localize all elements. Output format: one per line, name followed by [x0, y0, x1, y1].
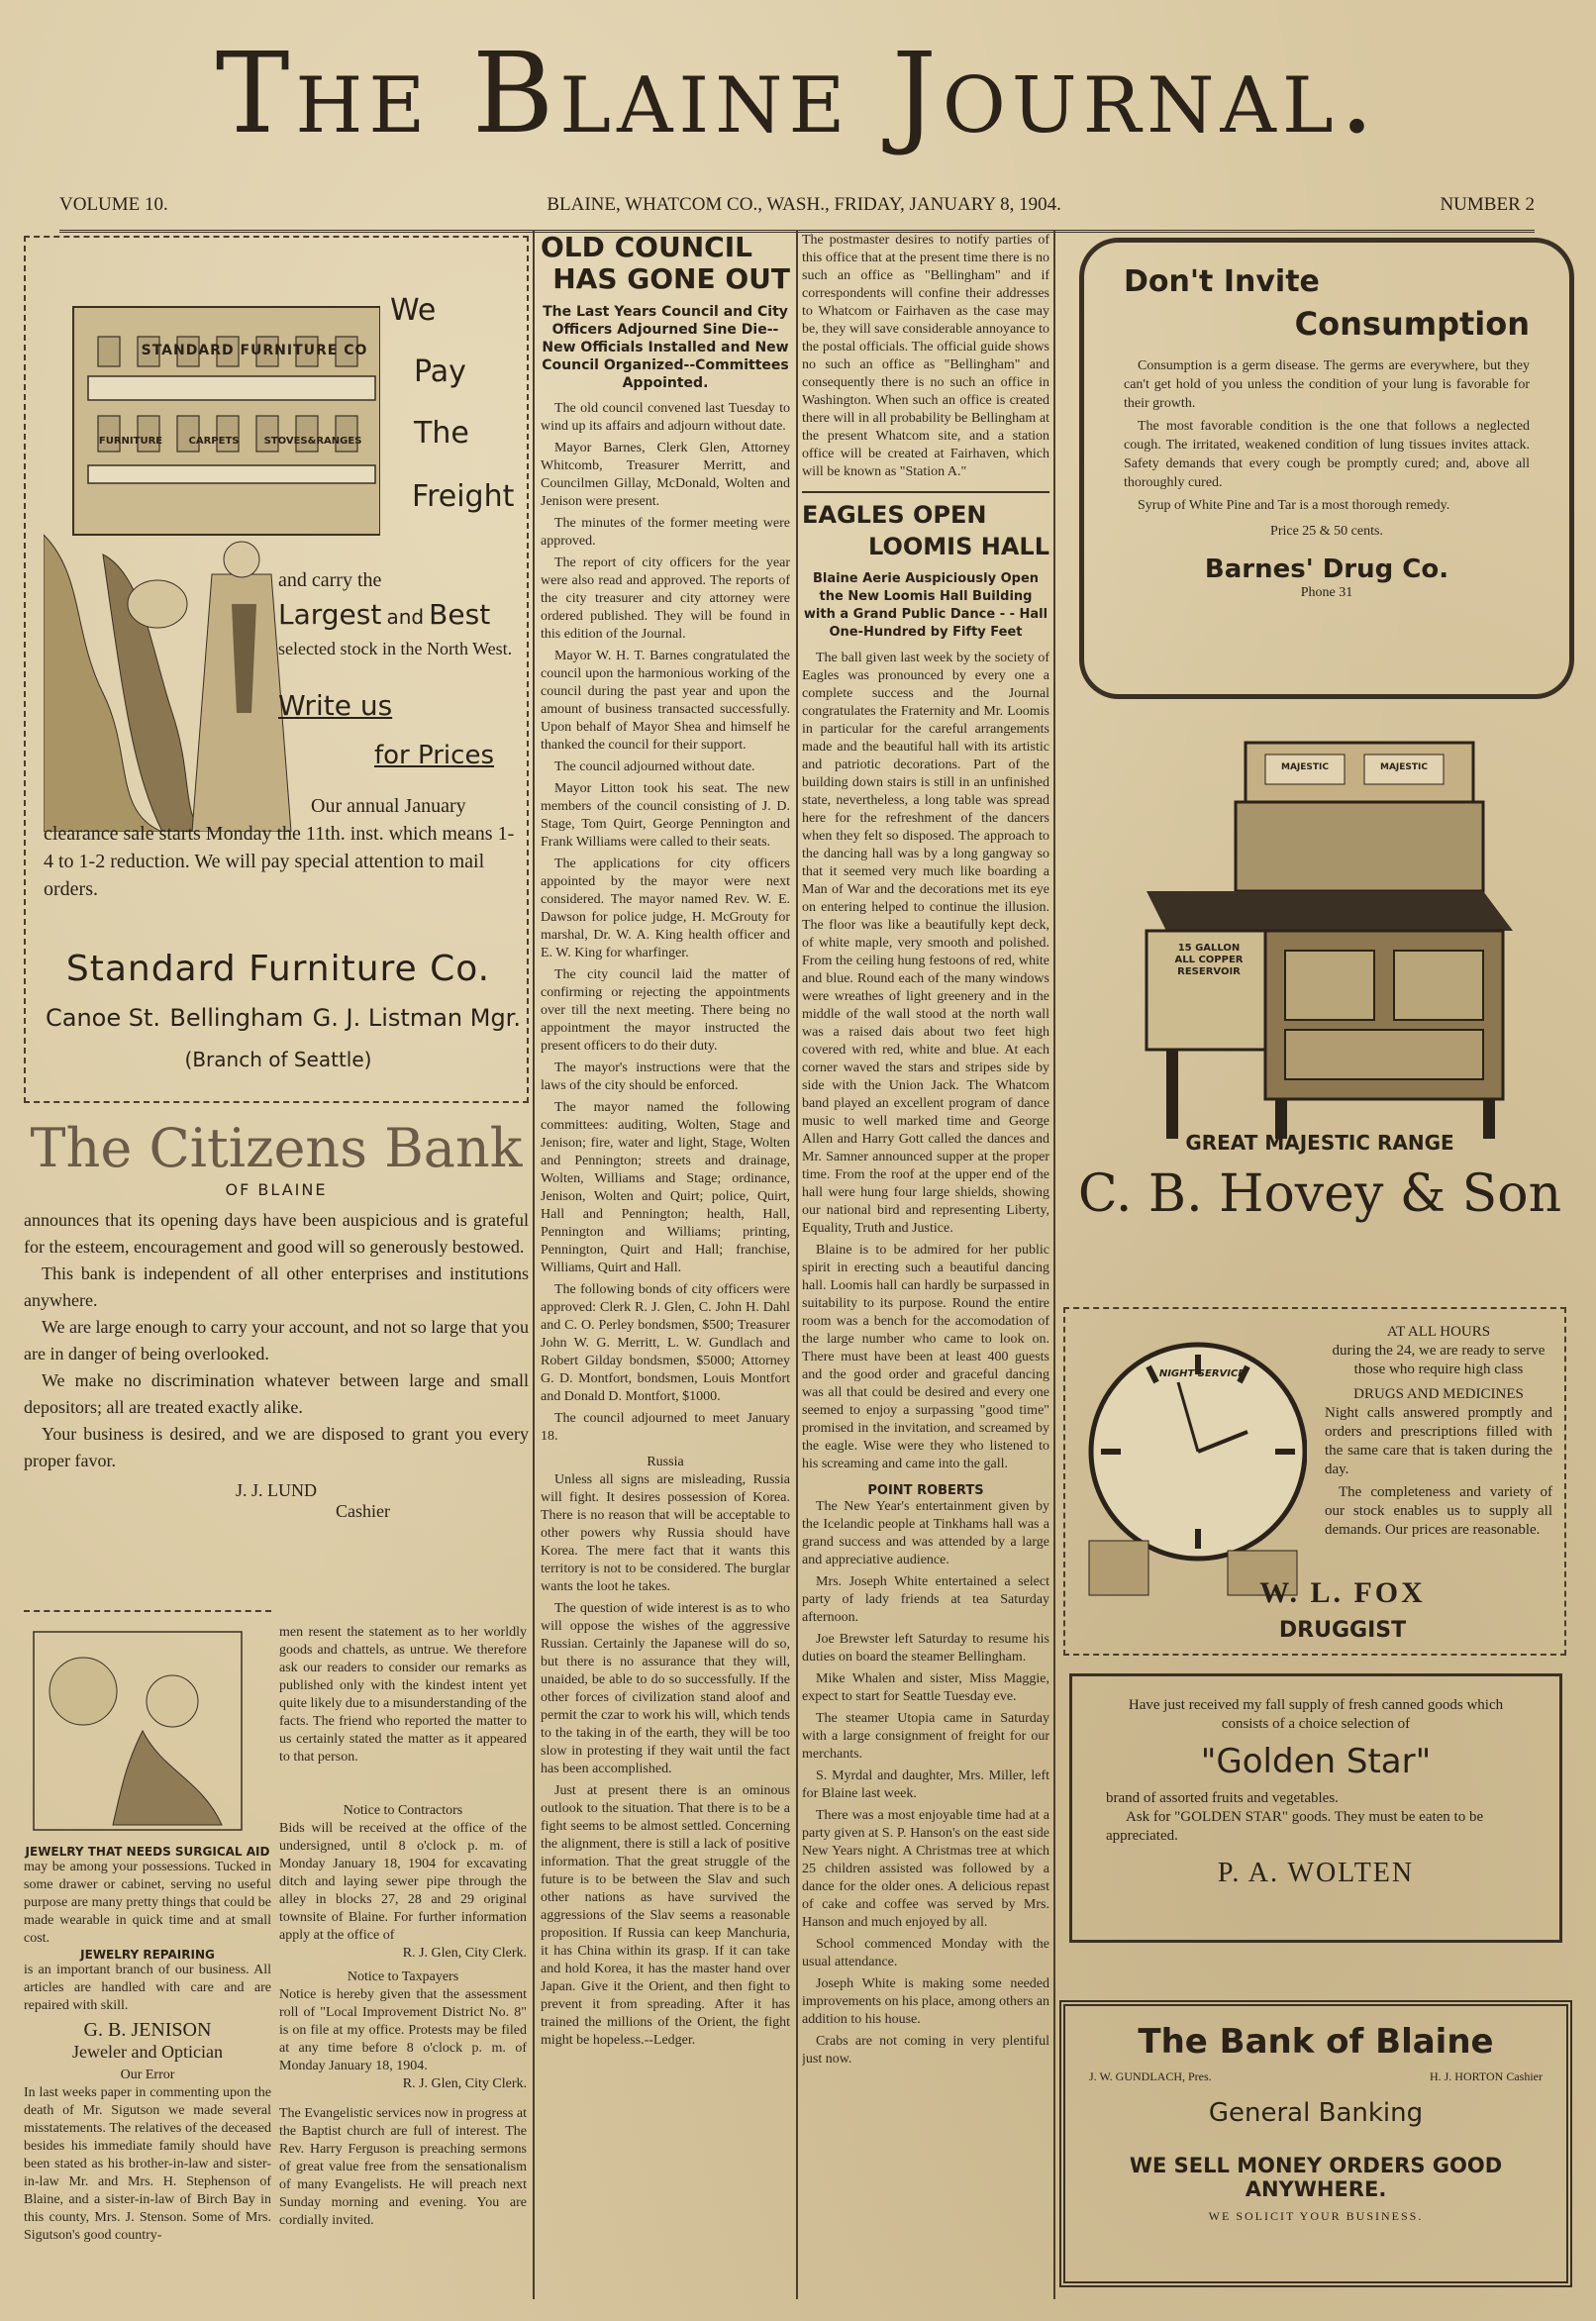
volume: VOLUME 10.	[59, 194, 168, 215]
store-sign-main: STANDARD FURNITURE CO	[141, 343, 368, 358]
citizens-text	[24, 1207, 529, 1474]
russia-p: Just at present there is an ominous outlook to the situation. That there is to be a fight seems to be almost settled. Concerning the alignment, there is still a lack of positive information. That the great struggle of the future is to be between the Slav and such other nations as have survived the aggressions of the Slav seems a reasonable proposition. If Russia can keep Manchuria, it has China within its grasp. If it can take and hold Korea, it has the master hand over Japan. Give it the Orient, and then fight to prevent it from spreading. After it has trained the millions of the Orient, the fight might be hopeless.--Ledger.	[541, 1783, 790, 2048]
pr-p: S. Myrdal and daughter, Mrs. Miller, left for Blaine last week.	[802, 1768, 1049, 1801]
pr-p: Crabs are not coming in very plentiful just now.	[802, 2034, 1049, 2067]
clock-illustration	[1079, 1323, 1307, 1600]
drug-phone: Phone 31	[1300, 585, 1353, 600]
jeweler-name: G. B. JENISON	[83, 2019, 212, 2041]
store-sign: CARPETS	[188, 436, 240, 447]
pr-p: Joseph White is making some needed improvements on his place, among others an addition to his house.	[802, 1976, 1049, 2027]
drug-p: Consumption is a germ disease. The germs are everywhere, but they can't get hold of you unless the condition of your lung is favorable for their growth.	[1124, 358, 1530, 411]
ad-sale-text: Our annual January clearance sale starts Monday the 11th. inst. which means 1-4 to 1-2 reduction. We will pay special attention to mail orders.	[44, 795, 515, 900]
council-article	[541, 232, 790, 2301]
masthead-title: The Blaine Journal.	[215, 30, 1381, 158]
issue-number: NUMBER 2	[1440, 194, 1535, 215]
fox-heading: AT ALL HOURS	[1386, 1324, 1491, 1340]
council-p: The mayor's instructions were that the laws of the city should be enforced.	[541, 1060, 790, 1093]
ad-largest-best	[278, 598, 526, 631]
wolten-p: Ask for "GOLDEN STAR" goods. They must be eaten to be appreciated.	[1106, 1809, 1484, 1844]
range-caption: GREAT MAJESTIC RANGE	[1185, 1131, 1454, 1155]
bank-cashier: H. J. HORTON Cashier	[1429, 2069, 1543, 2083]
jeweler-illustration	[24, 1622, 251, 1840]
pr-p: School commenced Monday with the usual attendance.	[802, 1937, 1049, 1969]
citizens-role: Cashier	[336, 1501, 390, 1521]
bank-president: J. W. GUNDLACH, Pres.	[1089, 2069, 1212, 2083]
dateline	[59, 194, 1535, 233]
council-headline: OLD COUNCIL	[541, 232, 752, 263]
drug-company: Barnes' Drug Co.	[1204, 555, 1449, 584]
council-p: The following bonds of city officers were approved: Clerk R. J. Glen, C. John H. Dahl and C. O. Perley bondsmen, $500; Treasurer John W. G. Merritt, L. W. Gundlach and Robert Gilday bondsmen, $5000; Attorney G. D. Montfort, bondsmen, Louis Montfort and Donald D. Montfort, $1000.	[541, 1282, 790, 1404]
pr-p: The New Year's entertainment given by the Icelandic people at Tinkhams hall was a grand success and was attended by a large and appreciative audience.	[802, 1499, 1049, 1567]
ad-for-prices: for Prices	[374, 741, 494, 770]
fox-text	[1325, 1323, 1552, 1540]
council-p: The city council laid the matter of confirming or rejecting the appointments over till the next meeting. There being no appointment the mayor instructed the present officers to do their duty.	[541, 967, 790, 1054]
fox-heading2: DRUGS AND MEDICINES	[1353, 1386, 1524, 1402]
fox-p: during the 24, we are ready to serve those who require high class	[1332, 1343, 1546, 1377]
citizens-p: We make no discrimination whatever between large and small depositors; all are treated exactly alike.	[24, 1370, 529, 1417]
range-brand: MAJESTIC	[1380, 762, 1428, 772]
drug-headline: Consumption	[1294, 305, 1530, 343]
column-rule	[796, 230, 798, 2299]
ad-pay: Pay	[414, 354, 466, 389]
bank-title: The Bank of Blaine	[1138, 2022, 1494, 2062]
fox-name: W. L. FOX	[1259, 1576, 1426, 1609]
eagles-p: The ball given last week by the society of Eagles was pronounced by every one a complete success and the Journal congratulates the Fraternity and Mr. Loomis in particular for the careful arrangements made and the beautiful hall with its artistic and patriotic decorations. Part of the building down stairs is still in an unfinished state, nevertheless, a long table was spread here for the refreshment of the dancers when they felt so disposed. The approach to the dancing hall was by a long gangway so that it seemed very much like boarding a Man of War and the decorations met its eye on entering helped to continue the illusion. The floor was like a beautifully kept deck, of white maple, very smooth and polished. From the ceiling hung festoons of red, white and blue. Round each of the many windows were wreathes of light greenery and in the middle of the wall stood at the north wall was a raised dais about two feet high covered with red, white and blue. At each corner waved the stars and stripes side by side with the Union Jack. The Whatcom band played an excellent program of dance music to well marked time and George Allen and Harry Gott called the dances and Mr. Samner announced supper at the proper time. From the roof at the upper end of the hall were hung four large shields, showing our national bird and representing Liberty, Equality, Truth and Justice.	[802, 651, 1049, 1236]
place-date: BLAINE, WHATCOM CO., WASH., FRIDAY, JANUARY 8, 1904.	[547, 194, 1061, 215]
ad-the: The	[414, 416, 469, 451]
wolten-name: P. A. WOLTEN	[1217, 1858, 1415, 1888]
notice-signature: R. J. Glen, City Clerk.	[402, 2076, 527, 2091]
notice-heading: Notice to Contractors	[343, 1803, 463, 1818]
range-ad	[1057, 713, 1582, 1287]
jeweler-repair: JEWELRY REPAIRING	[80, 1948, 215, 1962]
council-p: The council adjourned to meet January 18.	[541, 1411, 790, 1444]
council-subhead: The Last Years Council and City Officers Adjourned Sine Die--New Officials Installed and New Council Organized--Committees Appointed.	[542, 304, 789, 391]
pr-p: There was a most enjoyable time had at a party given at S. P. Hanson's on the east side New Years night. A Christmas tree at which 25 children assisted was followed by a dance for the older ones. A delicious repast of cake and coffee was served by Mrs. Hanson and much enjoyed by all.	[802, 1808, 1049, 1930]
store-illustration	[44, 277, 380, 832]
third-column	[802, 232, 1049, 2301]
bank-of-blaine-ad	[1059, 2000, 1572, 2287]
notice-text: Notice is hereby given that the assessment roll of "Local Improvement District No. 8" is on file at my office. Protests may be filed at any time before 8 o'clock p. m. of Monday January 18, 1904.	[279, 1987, 527, 2073]
drug-headline: Don't Invite	[1124, 264, 1320, 299]
citizens-signature: J. J. LUND	[235, 1480, 317, 1500]
eagles-headline: EAGLES OPEN	[802, 501, 987, 529]
council-p: The applications for city officers appointed by the mayor were next considered. The mayor named Rev. W. E. Dawson for police judge, H. McGrouty for marshal, Dr. W. A. King health officer and E. W. King for wharfinger.	[541, 857, 790, 960]
fox-p: The completeness and variety of our stock enables us to supply all demands. Our prices are reasonable.	[1325, 1484, 1552, 1538]
citizens-p: Your business is desired, and we are disposed to grant you every proper favor.	[24, 1424, 529, 1470]
bank-money-orders: WE SELL MONEY ORDERS GOOD ANYWHERE.	[1129, 2154, 1503, 2201]
range-label: RESERVOIR	[1177, 966, 1241, 977]
postmaster-notice: The postmaster desires to notify parties of this office that at the present time there is no such an office as "Bellingham" and if correspondents will confine their addresses to Whatcom or Fairhaven as the case may be, they will save considerable annoyance to the postal officials. The official guide shows no such an office as "Bellingham" and consequently there is no such an office in Washington. When such an office is created there will in all probability be Bellingham at the present Whatcom site, and a station office will be created at Fairhaven, which will be known as "Station A."	[802, 233, 1049, 479]
council-p: The council adjourned without date.	[554, 759, 755, 774]
column-rule	[533, 230, 535, 2299]
ad-company: Standard Furniture Co.	[65, 949, 491, 989]
range-firm: C. B. Hovey & Son	[1077, 1164, 1562, 1224]
citizens-p: announces that its opening days have been auspicious and is grateful for the esteem, encouragement and good will so generously bestowed.	[24, 1210, 529, 1257]
wolten-p: brand of assorted fruits and vegetables.	[1106, 1790, 1339, 1806]
wolten-ad	[1069, 1673, 1562, 1943]
jeweler-caption: JEWELRY THAT NEEDS SURGICAL AID	[25, 1845, 270, 1859]
drug-p: Syrup of White Pine and Tar is a most thorough remedy.	[1138, 498, 1450, 513]
ad-and: and	[386, 605, 425, 629]
jeweler-ad	[24, 1610, 271, 2305]
ad-write-us: Write us	[278, 689, 393, 722]
russia-heading: Russia	[647, 1455, 684, 1469]
store-sign: FURNITURE	[98, 436, 163, 447]
jeweler-text1: may be among your possessions. Tucked in some drawer or cabinet, serving no useful purpose are many pretty things that could be made wearable in quick time and at small cost.	[24, 1860, 271, 1946]
furniture-ad	[24, 236, 529, 1103]
error-text: In last weeks paper in commenting upon the death of Mr. Sigutson we made several misstatements. The relatives of the deceased besides his immediate family should have been stated as his brother-in-law and sister-in-law Mr. and Mrs. H. Stephenson of Blaine, and a sister-in-law of Birch Bay in this county, Mrs. J. Stenson. Some of Mrs. Sigutson's good country-	[24, 2085, 271, 2243]
clock-label: NIGHT SERVICE	[1158, 1368, 1246, 1379]
range-brand: MAJESTIC	[1281, 762, 1329, 772]
council-p: Mayor W. H. T. Barnes congratulated the council upon the harmonious working of the council during the past year and upon the amount of business transacted successfully. Upon behalf of Mayor Shea and himself he thanked the council for their support.	[541, 649, 790, 753]
ad-largest: Largest	[278, 598, 382, 631]
drug-price: Price 25 & 50 cents.	[1270, 524, 1383, 539]
council-p: The mayor named the following committees: auditing, Wolten, Stage and Jenison; fire, water and light, Stage, Wolten and Pennington; streets and drainage, Wolten, Williams and Stage; ordinance, Jenison, Wolten and Quirt; police, Quirt, Hall and Pennington; health, Hall, Pennington and Williams; printing, Pennington, Quirt and Hall; franchise, Williams, Quirt and Hall.	[541, 1100, 790, 1275]
range-label: ALL COPPER	[1174, 955, 1244, 965]
russia-p: The question of wide interest is as to who will oppose the wishes of the aggressive Russian. Certainly the Japanese will do so, but there is no assurance that they will, unaided, be able to do so successfully. If the other forces of civilization stand aloof and permit the czar to work his will, which tends to the taking in of the earth, they will be too slow in protesting if they wait until the fact has been accomplished.	[541, 1601, 790, 1776]
notices	[279, 1802, 527, 2230]
evangelistic-text: The Evangelistic services now in progress at the Baptist church are full of interest. The Rev. Harry Ferguson is preaching sermons of great value free from the sensationalism of many Evangelists. He will preach next Sunday morning and evening. You are cordially invited.	[279, 2106, 527, 2228]
jeweler-text2: is an important branch of our business. All articles are handled with care and are repaired with skill.	[24, 1963, 271, 2013]
pr-p: Mike Whalen and sister, Miss Maggie, expect to start for Seattle Tuesday eve.	[802, 1671, 1049, 1704]
ad-selected: selected stock in the North West.	[278, 639, 513, 658]
ad-street: Canoe St.	[46, 1004, 161, 1032]
citizens-of: OF BLAINE	[225, 1180, 328, 1199]
error-heading: Our Error	[120, 2068, 175, 2082]
council-p: Mayor Barnes, Clerk Glen, Attorney Whitcomb, Treasurer Merritt, and Councilmen Gillay, McDonald, Wolten and Jenison were present.	[541, 441, 790, 509]
fox-ad	[1063, 1307, 1566, 1656]
column-rule	[1053, 230, 1055, 2299]
fox-p: Night calls answered promptly and orders and prescriptions filled with the same care that is taken during the day.	[1325, 1405, 1552, 1477]
bank-officers	[1089, 2069, 1543, 2084]
citizens-p: This bank is independent of all other enterprises and institutions anywhere.	[24, 1263, 529, 1310]
ad-freight: Freight	[412, 479, 515, 514]
point-roberts-heading: POINT ROBERTS	[867, 1483, 984, 1498]
russia-p: Unless all signs are misleading, Russia will fight. It desires possession of Korea. There is no reason that will be acceptable to other powers why Russia should have Korea. The mere fact that it wants this territory is not to be considered. The burglar wants the loot he takes.	[541, 1472, 790, 1594]
ad-best: Best	[429, 598, 491, 631]
jeweler-trade: Jeweler and Optician	[72, 2042, 223, 2062]
eagles-headline: LOOMIS HALL	[868, 533, 1049, 560]
bank-solicit: WE SOLICIT YOUR BUSINESS.	[1208, 2209, 1424, 2223]
pr-p: The steamer Utopia came in Saturday with a large consignment of freight for our merchants.	[802, 1711, 1049, 1762]
drug-p: The most favorable condition is the one that follows a neglected cough. The irritated, weakened condition of lung tissues invites attack. Safety demands that every cough be promptly cured; and, above all thoroughly cured.	[1124, 419, 1530, 490]
pr-p: Joe Brewster left Saturday to resume his duties on board the steamer Bellingham.	[802, 1632, 1049, 1665]
pr-p: Mrs. Joseph White entertained a select party of lady friends at tea Saturday afternoon.	[802, 1574, 1049, 1625]
ad-carry: and carry the	[278, 569, 382, 591]
notice-signature: R. J. Glen, City Clerk.	[402, 1946, 527, 1961]
council-p: The report of city officers for the year were also read and approved. The reports of the city treasurer and city attorney were ordered published. They will be found in this edition of the Journal.	[541, 555, 790, 642]
ad-we: We	[390, 293, 437, 328]
bank-general: General Banking	[1208, 2098, 1424, 2128]
ad-city: Bellingham	[169, 1004, 304, 1032]
council-p: Mayor Litton took his seat. The new members of the council consisting of J. D. Stage, Tom Quirt, George Pennington and Frank Williams were called to their seats.	[541, 781, 790, 850]
council-p: The minutes of the former meeting were approved.	[541, 516, 790, 549]
store-sign: STOVES&RANGES	[263, 436, 362, 447]
fox-trade: DRUGGIST	[1278, 1618, 1407, 1643]
notice-heading: Notice to Taxpayers	[347, 1969, 459, 1984]
ad-manager: G. J. Listman Mgr.	[312, 1004, 521, 1032]
range-reservoir-label	[1154, 943, 1263, 978]
council-p: The old council convened last Tuesday to wind up its affairs and adjourn without date.	[541, 401, 790, 434]
ad-address	[46, 1004, 521, 1032]
eagles-subhead: Blaine Aerie Auspiciously Open the New Loomis Hall Building with a Grand Public Dance - - Hall One-Hundred by Fifty Feet	[803, 571, 1048, 640]
wolten-brand: "Golden Star"	[1200, 1742, 1432, 1781]
citizens-p: We are large enough to carry your account, and not so large that you are in danger of being overlooked.	[24, 1317, 529, 1363]
citizens-bank-ad	[24, 1117, 529, 1612]
council-headline: HAS GONE OUT	[552, 262, 790, 295]
ad-branch: (Branch of Seattle)	[184, 1048, 372, 1071]
wolten-p: Have just received my fall supply of fresh canned goods which consists of a choice selection of	[1128, 1697, 1504, 1732]
range-label: 15 GALLON	[1177, 943, 1241, 954]
drug-ad	[1079, 238, 1574, 699]
citizens-title: The Citizens Bank	[30, 1117, 523, 1179]
notice-text: Bids will be received at the office of the undersigned, until 8 o'clock p. m. of Monday January 18, 1904 for excavating ditch and laying sewer pipe through the alley in blocks 27, 28 and 29 original townsite of Blaine. For further information apply at the office of	[279, 1821, 527, 1943]
eagles-p: Blaine is to be admired for her public spirit in erecting such a beautiful dancing hall. Loomis hall can hardly be surpassed in suitability to its purpose. Round the entire room was a bench for the accomodation of the large number who came to look on. There must have been at least 400 guests and the good order and graceful dancing was all that could be desired and every one seemed to enjoy a surpassing "good time" promised in the invitation, and screamed by the eagle. Wise were they who listened to his screaming and came into the gall.	[802, 1243, 1049, 1471]
range-illustration	[1127, 733, 1523, 1149]
error-continued: men resent the statement as to her worldly goods and chattels, as untrue. We therefore ask our readers to consider our remarks as published only with the kindest intent yet quite likely due to a misunderstanding of the facts. The friend who reported the matter to us certainly stated the matter as it appeared to that person.	[279, 1625, 528, 1765]
